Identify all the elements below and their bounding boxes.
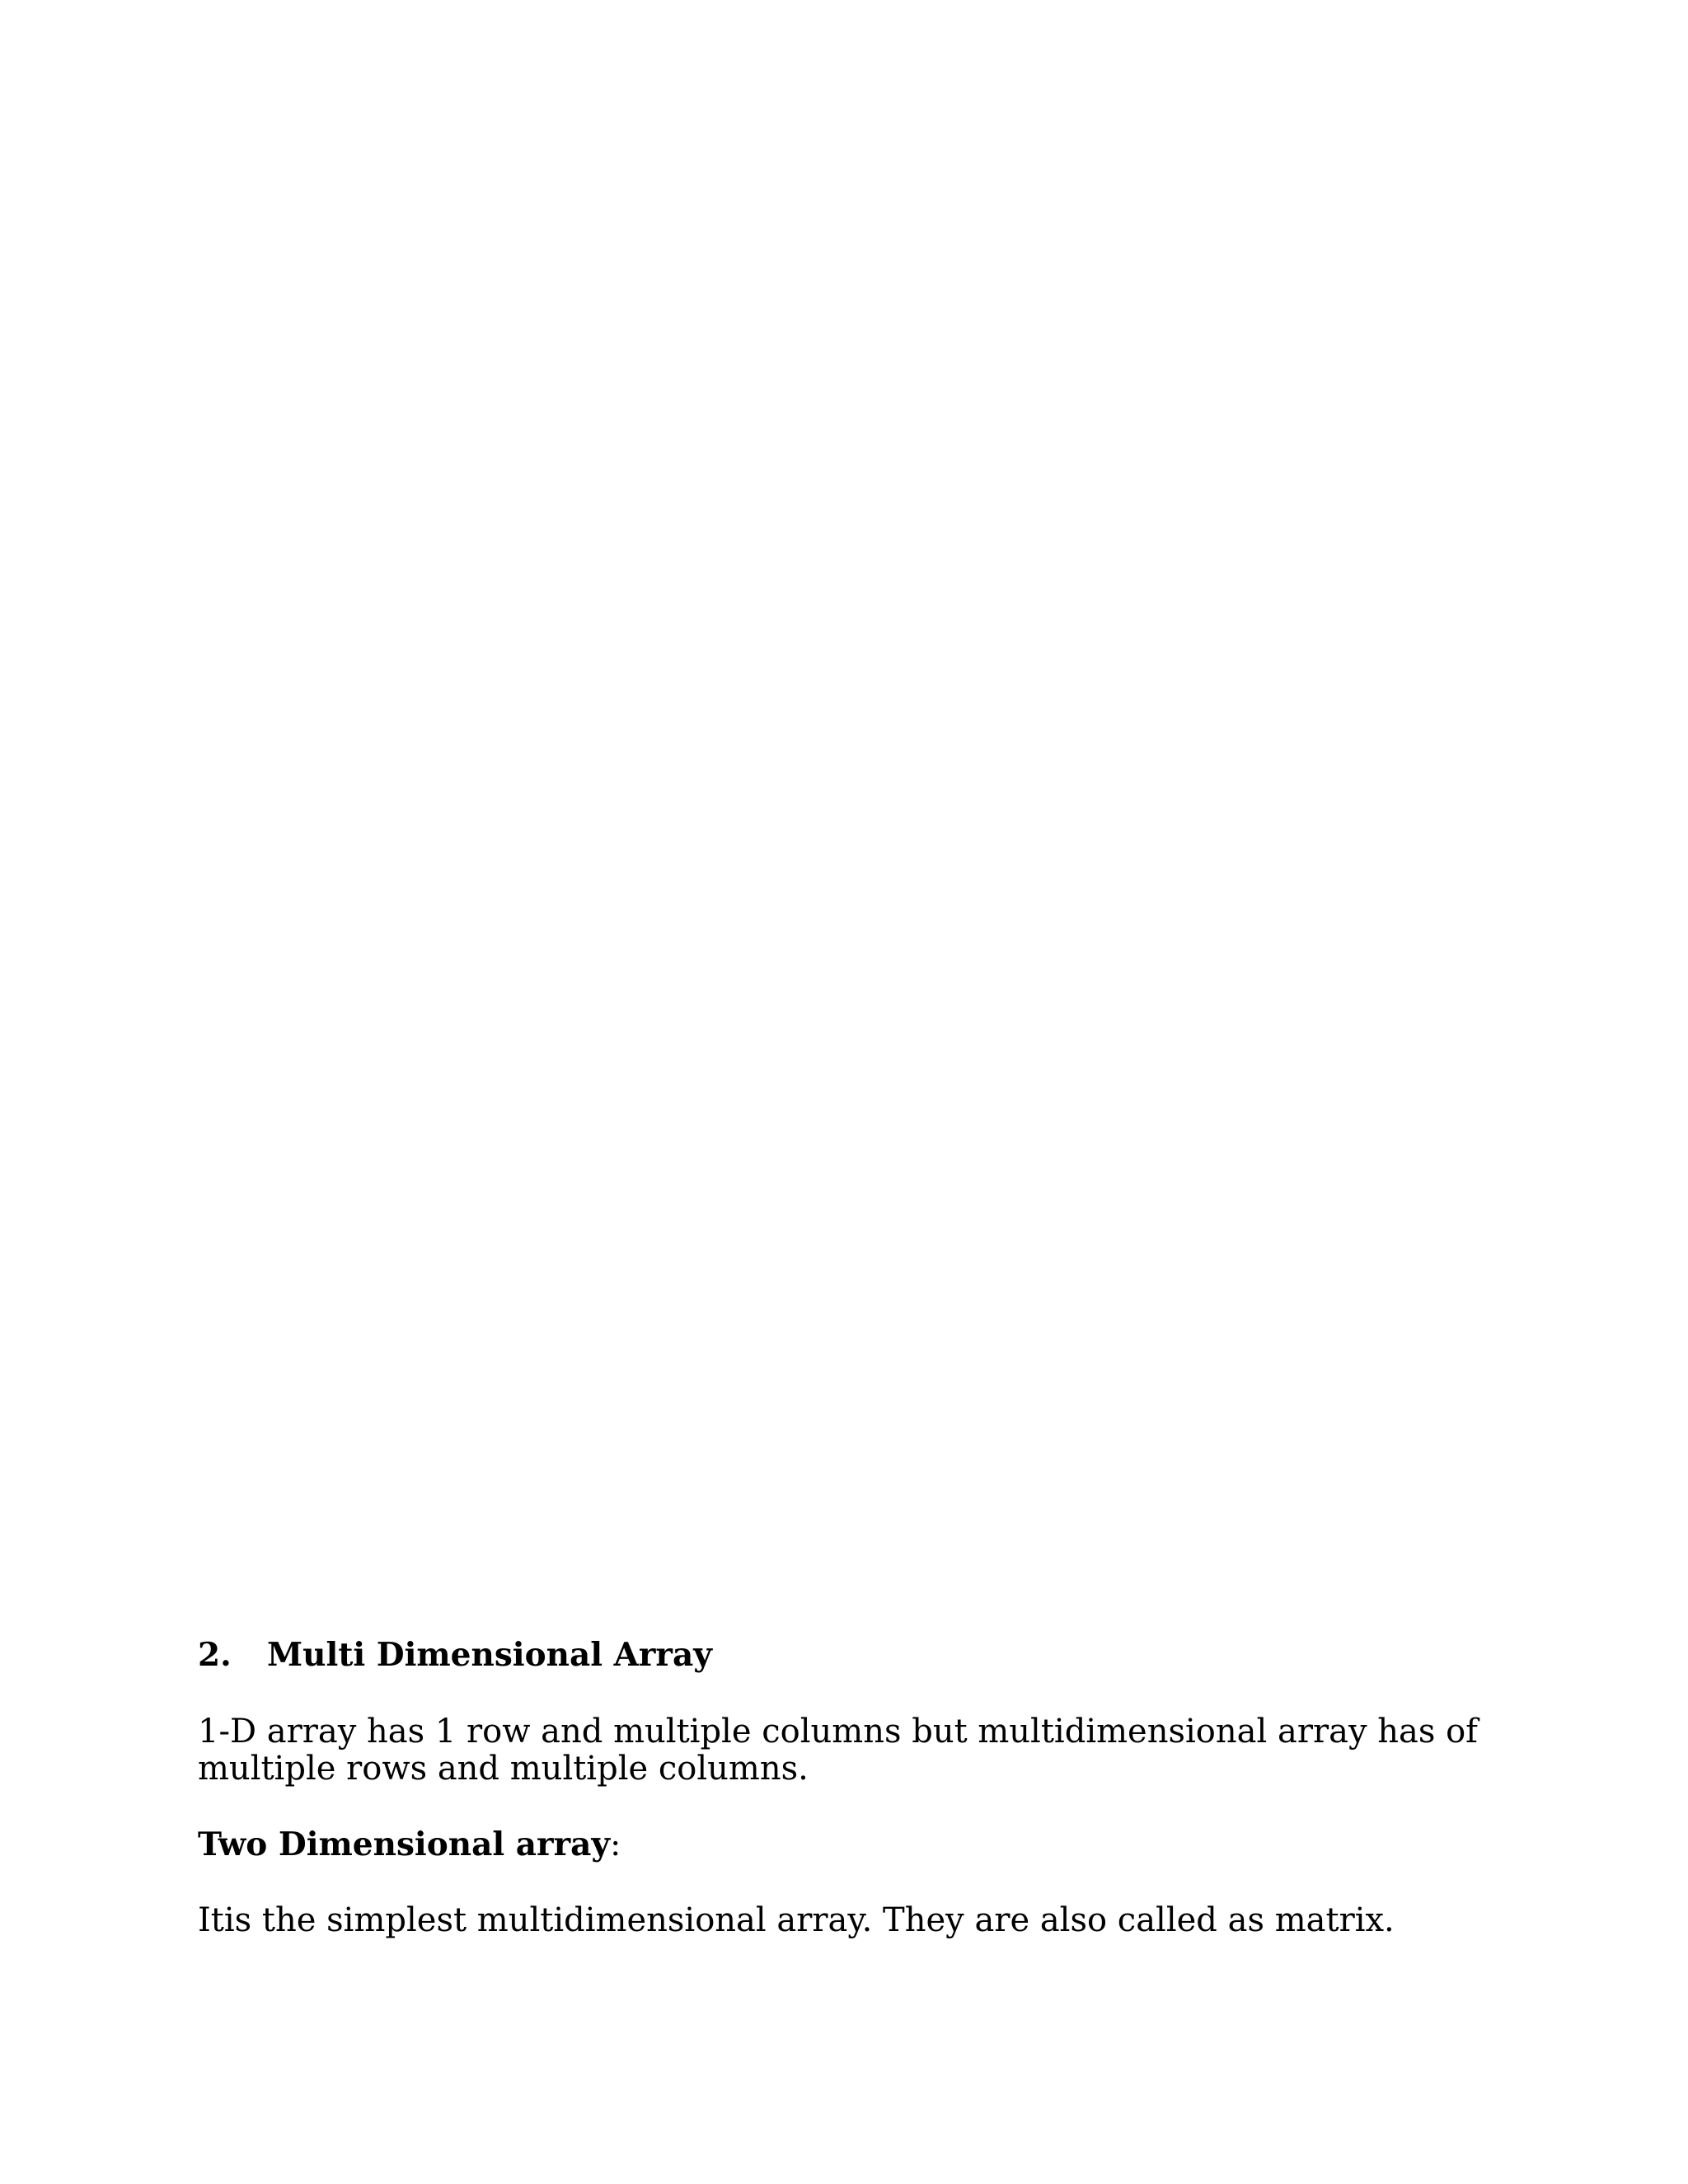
document-content xyxy=(198,1636,1484,1939)
section-number: 2. xyxy=(198,1636,232,1674)
subheading-colon: : xyxy=(610,1826,621,1863)
subheading-bold-text: Two Dimensional array xyxy=(198,1825,611,1863)
subheading-two-dimensional xyxy=(198,1825,1484,1864)
paragraph-one-d-array: 1-D array has 1 row and multiple columns but multidimensional array has of multiple rows and multiple columns. xyxy=(198,1713,1478,1788)
section-heading xyxy=(198,1636,1484,1674)
paragraph-matrix: Itis the simplest multidimensional array. They are also called as matrix. xyxy=(198,1901,1395,1939)
section-title: Multi Dimensional Array xyxy=(267,1636,712,1674)
